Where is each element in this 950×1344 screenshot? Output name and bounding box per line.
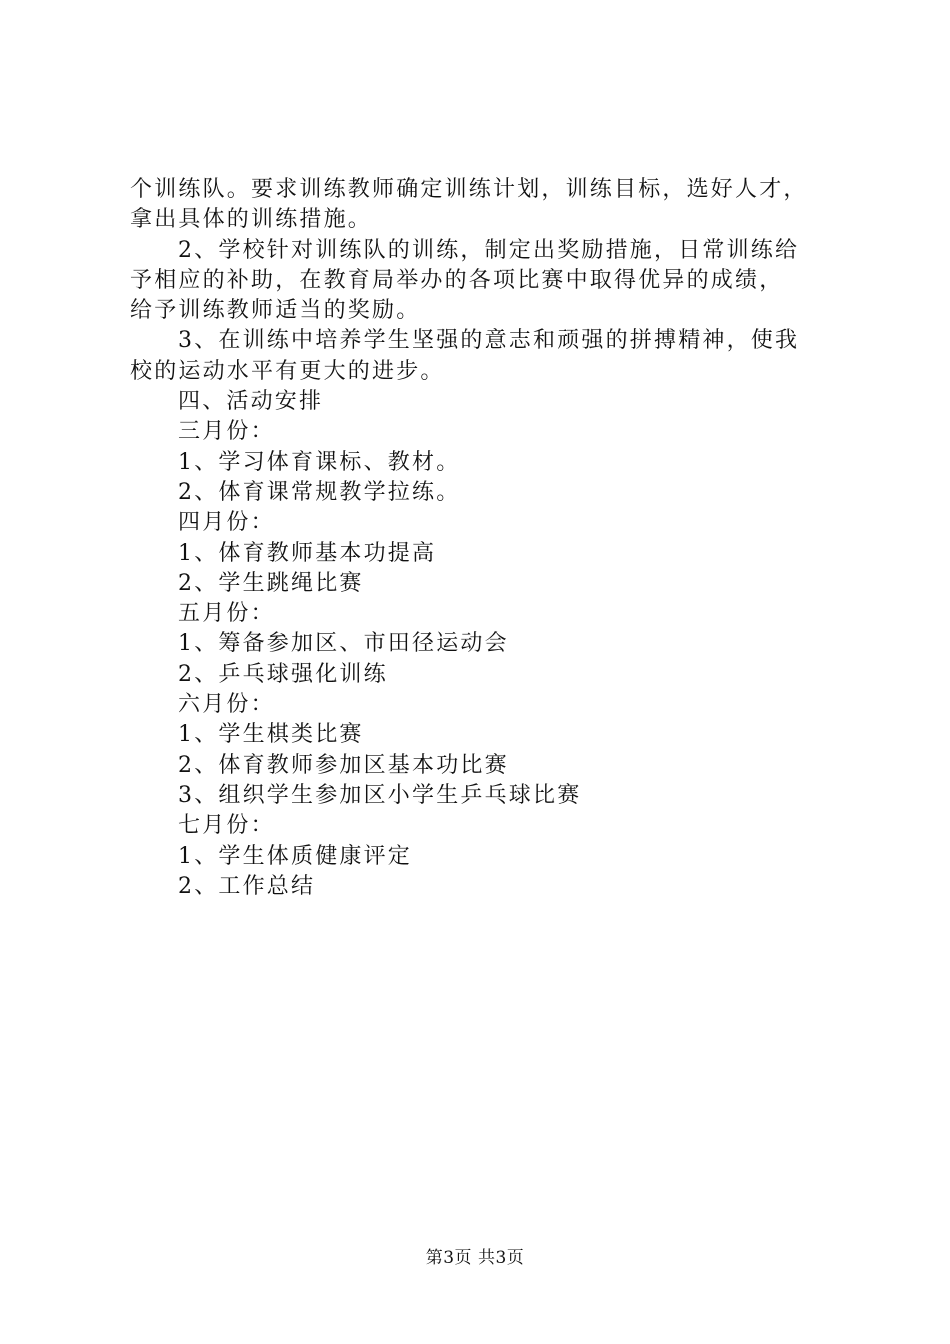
month-heading: 七月份： <box>178 813 275 839</box>
month-heading: 六月份： <box>178 692 275 718</box>
list-item: 3、组织学生参加区小学生乒乓球比赛 <box>178 782 582 808</box>
paragraph-line: 2、学校针对训练队的训练，制定出奖励措施，日常训练给 <box>178 237 800 263</box>
paragraph-line: 校的运动水平有更大的进步。 <box>130 358 445 384</box>
list-item: 2、工作总结 <box>178 873 316 899</box>
month-heading: 四月份： <box>178 510 275 536</box>
paragraph-line: 个训练队。要求训练教师确定训练计划，训练目标，选好人才， <box>130 177 808 202</box>
list-item: 1、学生棋类比赛 <box>178 722 364 748</box>
list-item: 1、学生体质健康评定 <box>178 843 412 869</box>
month-heading: 五月份： <box>178 601 275 627</box>
document-body <box>130 175 850 902</box>
paragraph-line: 予相应的补助，在教育局举办的各项比赛中取得优异的成绩， <box>130 267 784 293</box>
paragraph-line: 3、在训练中培养学生坚强的意志和顽强的拼搏精神，使我 <box>178 328 800 354</box>
paragraph-line: 拿出具体的训练措施。 <box>130 207 373 233</box>
list-item: 2、体育教师参加区基本功比赛 <box>178 752 509 778</box>
list-item: 2、体育课常规教学拉练。 <box>178 479 461 505</box>
list-item: 2、乒乓球强化训练 <box>178 661 388 687</box>
list-item: 1、体育教师基本功提高 <box>178 540 437 566</box>
paragraph-line: 给予训练教师适当的奖励。 <box>130 298 421 324</box>
page-number-footer: 第3页 共3页 <box>425 1248 525 1268</box>
section-heading: 四、活动安排 <box>178 389 324 415</box>
list-item: 2、学生跳绳比赛 <box>178 570 364 596</box>
month-heading: 三月份： <box>178 419 275 445</box>
list-item: 1、筹备参加区、市田径运动会 <box>178 631 509 657</box>
list-item: 1、学习体育课标、教材。 <box>178 449 461 475</box>
